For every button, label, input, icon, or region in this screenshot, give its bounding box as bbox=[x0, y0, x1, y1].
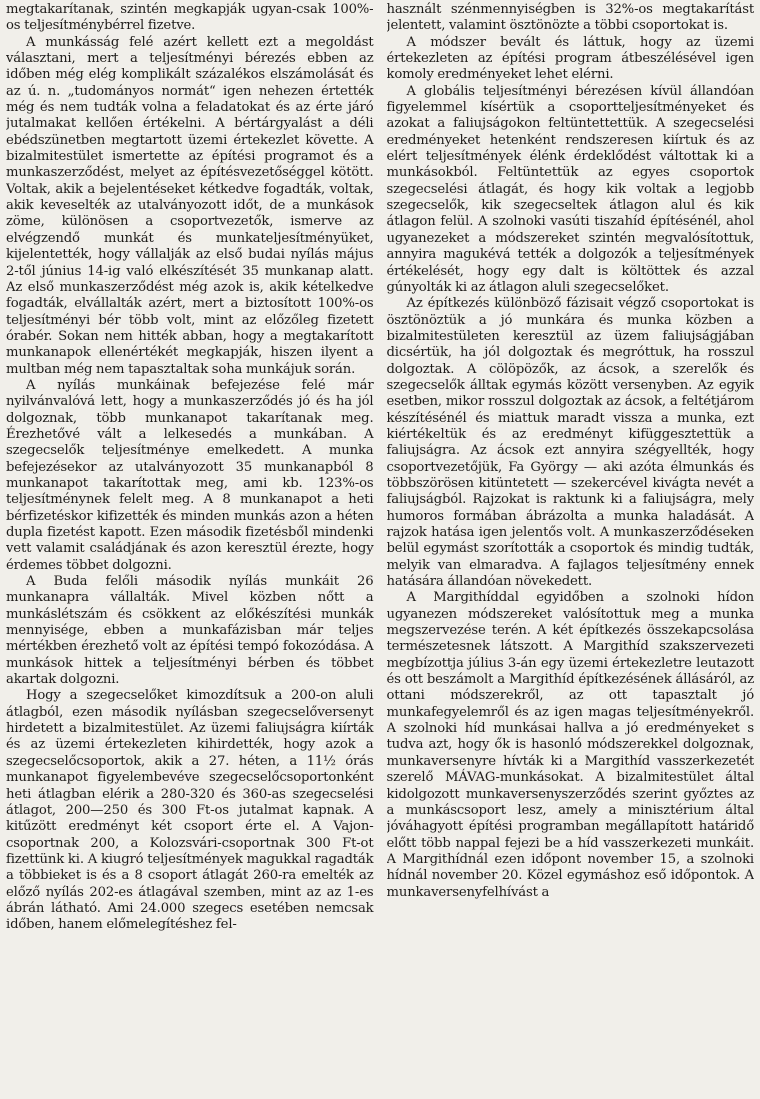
right-column bbox=[387, 2, 755, 1099]
paragraph: megtakarítanak, szintén megkapják ugyan-csak 100%-os teljesítménybérrel fizetve. bbox=[6, 2, 374, 34]
paragraph: A Buda felőli második nyílás munkáit 26 munkanapra vállalták. Mivel közben nőtt a munkáslétszám és csökkent az előkészítési munkák mennyisége, ebben a munkafázisban már teljes mértékben érezhető volt az építési tempó fokozódása. A munkások hittek a teljesítményi bérben és többet akartak dolgozni. bbox=[6, 574, 374, 688]
paragraph: A munkásság felé azért kellett ezt a megoldást választani, mert a teljesítményi bérezés ebben az időben még elég komplikált százalékos elszámolását és az ú. n. „tudományos normát“ igen nehezen értették még és nem tudták volna a feladatokat és az érte járó jutalmakat kellően értékelni. A bértárgyalást a déli ebédszünetben megtartott üzemi értekezlet követte. A bizalmitestület ismertette az építési programot és a munkaszerződést, melyet az építésvezetőséggel kötött. Voltak, akik a bejelentéseket kétkedve fogadták, voltak, akik keveselték az utalványozott időt, de a munkások zöme, különösen a csoportvezetők, ismerve az elvégzendő munkát és munkateljesítményüket, kijelentették, hogy vállalják az első budai nyílás május 2-től június 14-ig való elkészítését 35 munkanap alatt. Az első munkaszerződést még azok is, akik kételkedve fogadták, elvállalták azért, mert a biztosított 100%-os teljesítményi bér több volt, mint az előzőleg fizetett órabér. Sokan nem hitték abban, hogy a megtakarított munkanapok ellenértékét megkapják, hiszen ilyent a multban még nem tapasztaltak soha munkájuk során. bbox=[6, 34, 374, 377]
paragraph: A módszer bevált és láttuk, hogy az üzemi értekezleten az építési program átbeszélésével igen komoly eredményeket lehet elérni. bbox=[386, 34, 754, 83]
paragraph: A nyílás munkáinak befejezése felé már nyilvánvalóvá lett, hogy a munkaszerződés jó és ha jól dolgoznak, több munkanapot takarítanak meg. Érezhetővé vált a lelkesedés a munkában. A szegecselők teljesítménye emelkedett. A munka befejezésekor az utalványozott 35 munkanapból 8 munkanapot takarítottak meg, ami kb. 123%-os teljesítménynek felelt meg. A 8 munkanapot a heti bérfizetéskor kifizették és minden munkás azon a héten dupla fizetést kapott. Ezen második fizetésből mindenki vett valamit családjának és azon keresztül érezte, hogy érdemes többet dolgozni. bbox=[6, 377, 374, 573]
paragraph: A globális teljesítményi bérezésen kívül állandóan figyelemmel kísértük a csoportteljesítményeket és azokat a faliujságokon feltüntettettük. A szegecselési eredményeket hetenként rendszeresen kiírtuk és az elért teljesítmények élénk érdeklődést váltottak ki a munkásokból. Feltüntettük az egyes csoportok szegecselési átlagát, és hogy kik voltak a legjobb szegecselők, kik szegecseltek átlagon alul és kik átlagon felül. A szolnoki vasúti tiszahíd építésénél, ahol ugyanezeket a módszereket szintén megvalósítottuk, annyira magukévá tették a dolgozók a teljesítmények értékelését, hogy egy dalt is költöttek és azzal gúnyolták ki az átlagon aluli szegecselőket. bbox=[386, 83, 754, 295]
paragraph: A Margithíddal egyidőben a szolnoki hídon ugyanezen módszereket valósítottuk meg a munka megszervezése terén. A két építkezés összekapcsolása természetesnek látszott. A Margithíd szakszervezeti megbízottja július 3-án egy üzemi értekezletre leutazott és ott beszámolt a Margithíd építkezésének állásáról, az ottani módszerekről, az ott tapasztalt jó munkafegyelemről és az igen magas teljesítményekről. A szolnoki híd munkásai hallva a jó eredményeket s tudva azt, hogy ők is hasonló módszerekkel dolgoznak, munkaversenyre hívták ki a Margithíd vasszerkezetét szerelő MÁVAG-munkásokat. A bizalmitestület által kidolgozott munkaversenyszerződés szerint győztes az a munkáscsoport lesz, amely a minisztérium által jóváhagyott építési programban megállapított határidő előtt több nappal fejezi be a híd vasszerkezeti munkáit. A Margithídnál ezen időpont november 15, a szolnoki hídnál november 20. Közel egymáshoz eső időpontok. A munkaversenyfelhívást a bbox=[386, 590, 754, 900]
paragraph: Az építkezés különböző fázisait végző csoportokat is ösztönöztük a jó munkára és munka közben a bizalmitestületen keresztül az üzem faliujságjában dicsértük, ha jól dolgoztak és megróttuk, ha rosszul dolgoztak. A cölöpözők, az ácsok, a szerelők és szegecselők álltak egymás között versenyben. Az egyik esetben, mikor rosszul dolgoztak az ácsok, a feltétjárom készítésénél és miattuk maradt vissza a munka, ezt kiértékeltük és az eredményt kifüggesztettük a faliujságra. Az ácsok ezt annyira szégyellték, hogy csoportvezetőjük, Fa György — aki azóta élmunkás és többszörösen kitüntetett — szekercével kivágta nevét a faliujságból. Rajzokat is raktunk ki a faliujságra, mely humoros formában ábrázolta a munka haladását. A rajzok hatása igen jelentős volt. A munkaszerződéseken belül egymást szorították a csoportok és mindig tudták, melyik van elmaradva. A fajlagos teljesítmény ennek hatására állandóan növekedett. bbox=[386, 296, 754, 590]
paragraph: Hogy a szegecselőket kimozdítsuk a 200-on aluli átlagból, ezen második nyílásban szegecselőversenyt hirdetett a bizalmitestület. Az üzemi faliujságra kiírták és az üzemi értekezleten kihirdették, hogy azok a szegecselőcsoportok, akik a 27. héten, a 11½ órás munkanapot figyelembevéve szegecselőcsoportonként heti átlagban elérik a 280-320 és 360-as szegecselési átlagot, 200—250 és 300 Ft-os jutalmat kapnak. A kitűzött eredményt két csoport érte el. A Vajon-csoportnak 200, a Kolozsvári-csoportnak 300 Ft-ot fizettünk ki. A kiugró teljesítmények magukkal ragadták a többieket is és a 8 csoport átlagát 260-ra emelték az előző nyílás 202-es átlagával szemben, mint az az 1-es ábrán látható. Ami 24.000 szegecs esetében nemcsak időben, hanem előmelegítéshez fel- bbox=[6, 688, 374, 933]
paragraph: használt szénmennyiségben is 32%-os megtakarítást jelentett, valamint ösztönözte a többi csoportokat is. bbox=[386, 2, 754, 34]
left-column bbox=[6, 2, 374, 1099]
